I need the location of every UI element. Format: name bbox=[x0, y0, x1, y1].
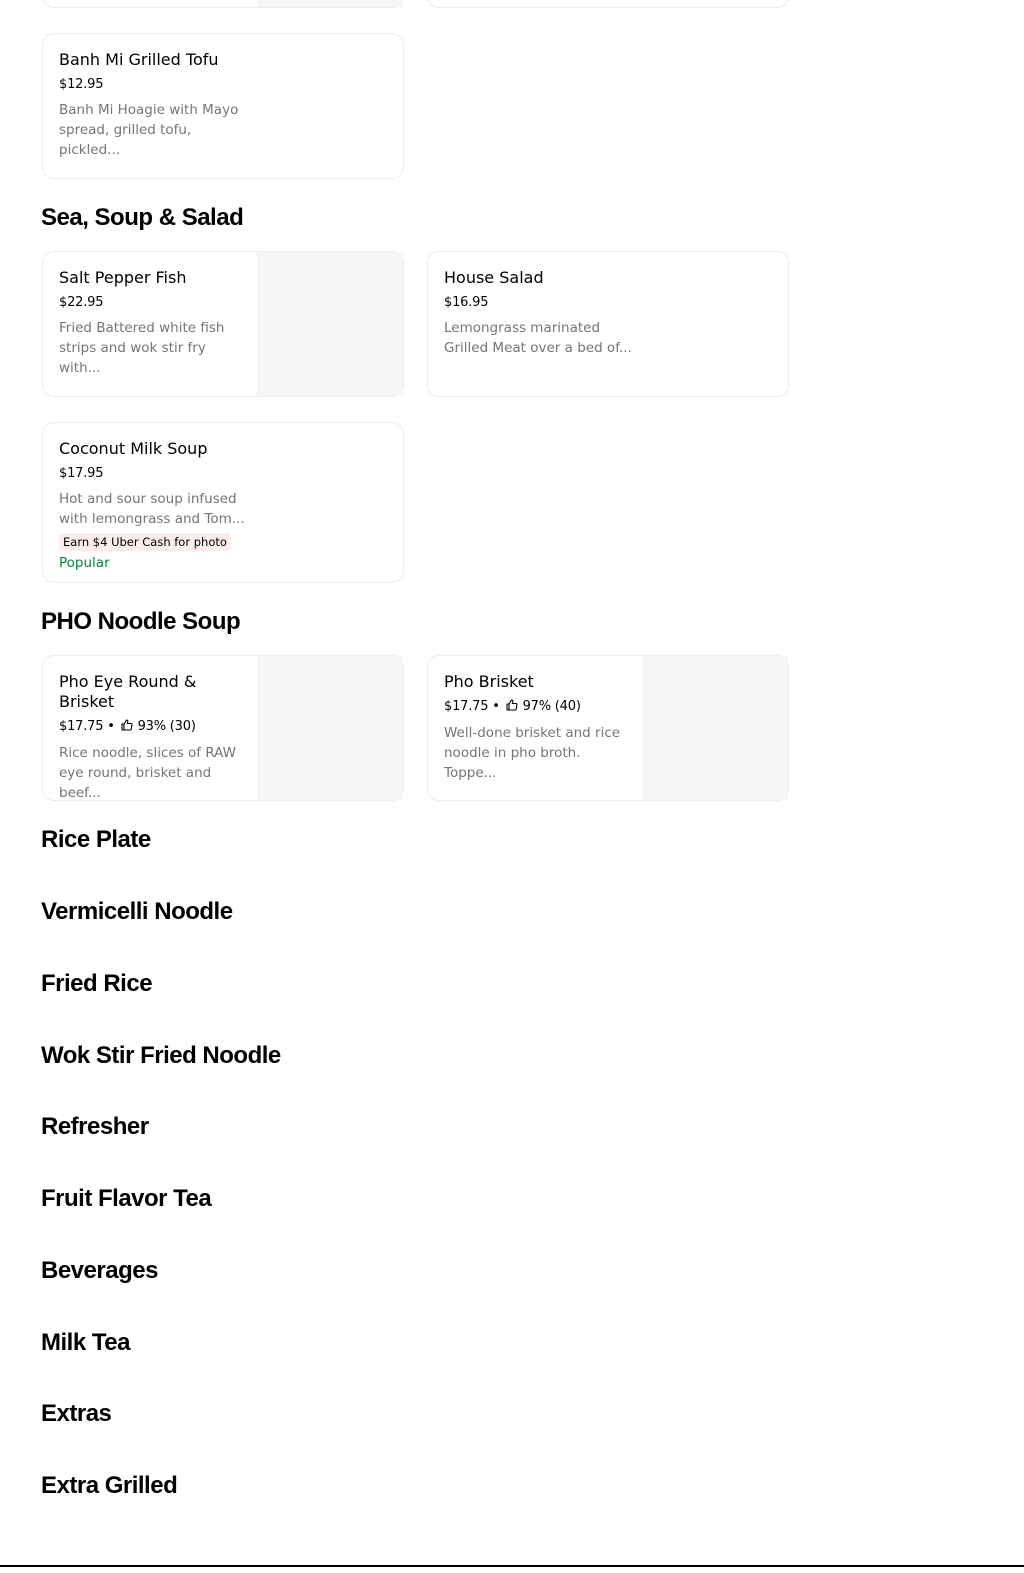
item-price-rating bbox=[444, 698, 644, 717]
separator: • bbox=[107, 719, 115, 734]
item-name: Salt Pepper Fish bbox=[59, 268, 187, 287]
item-price: $22.95 bbox=[59, 295, 104, 310]
item-rating: 97% (40) bbox=[522, 699, 581, 714]
separator: • bbox=[492, 699, 500, 714]
item-image bbox=[257, 252, 403, 396]
section-title-pho-noodle-soup: PHO Noodle Soup bbox=[41, 608, 241, 635]
item-price: $12.95 bbox=[59, 77, 104, 92]
item-price: $16.95 bbox=[444, 295, 489, 310]
menu-item-banh-mi-grilled-tofu[interactable] bbox=[42, 33, 404, 179]
item-image bbox=[257, 0, 403, 7]
section-title-fruit-flavor-tea: Fruit Flavor Tea bbox=[41, 1185, 212, 1212]
menu-item-card-partial[interactable] bbox=[42, 0, 404, 8]
thumbs-up-icon bbox=[506, 699, 518, 717]
item-name: Pho Eye Round & Brisket bbox=[59, 672, 197, 711]
item-image bbox=[257, 656, 403, 800]
menu-item-card-partial[interactable] bbox=[427, 0, 789, 8]
item-description: Banh Mi Hoagie with Mayo spread, grilled tofu, pickled... bbox=[59, 102, 239, 158]
section-title-vermicelli-noodle: Vermicelli Noodle bbox=[41, 898, 233, 925]
item-price: $17.95 bbox=[59, 466, 104, 481]
item-name: Banh Mi Grilled Tofu bbox=[59, 50, 219, 69]
item-image bbox=[642, 656, 788, 800]
thumbs-up-icon bbox=[121, 719, 133, 737]
uber-cash-badge: Earn $4 Uber Cash for photo bbox=[59, 533, 231, 551]
item-name: Coconut Milk Soup bbox=[59, 439, 208, 458]
item-price: $17.75 bbox=[59, 719, 104, 734]
section-title-wok-stir-fried-noodle: Wok Stir Fried Noodle bbox=[41, 1042, 281, 1069]
section-title-extra-grilled: Extra Grilled bbox=[41, 1472, 178, 1499]
item-description: Hot and sour soup infused with lemongrass and Tom... bbox=[59, 491, 245, 527]
section-title-sea-soup-salad: Sea, Soup & Salad bbox=[41, 204, 244, 231]
item-price-rating bbox=[59, 718, 244, 737]
page-divider bbox=[0, 1565, 1024, 1567]
item-price: $17.75 bbox=[444, 699, 489, 714]
section-title-milk-tea: Milk Tea bbox=[41, 1329, 130, 1356]
menu-item-pho-eye-round-brisket[interactable] bbox=[42, 655, 404, 801]
item-name: House Salad bbox=[444, 268, 544, 287]
menu-item-house-salad[interactable] bbox=[427, 251, 789, 397]
menu-item-coconut-milk-soup[interactable] bbox=[42, 422, 404, 583]
item-description: Well-done brisket and rice noodle in pho broth. Toppe... bbox=[444, 725, 621, 781]
menu-item-pho-brisket[interactable] bbox=[427, 655, 789, 801]
section-title-extras: Extras bbox=[41, 1400, 112, 1427]
section-title-rice-plate: Rice Plate bbox=[41, 826, 151, 853]
section-title-refresher: Refresher bbox=[41, 1113, 149, 1140]
popular-tag: Popular bbox=[59, 555, 110, 571]
item-description: Rice noodle, slices of RAW eye round, brisket and beef... bbox=[59, 745, 237, 801]
item-rating: 93% (30) bbox=[137, 719, 196, 734]
item-name: Pho Brisket bbox=[444, 672, 534, 691]
item-description: Lemongrass marinated Grilled Meat over a bed of... bbox=[444, 320, 632, 356]
section-title-fried-rice: Fried Rice bbox=[41, 970, 153, 997]
item-description: Fried Battered white fish strips and wok stir fry with... bbox=[59, 320, 225, 376]
section-title-beverages: Beverages bbox=[41, 1257, 158, 1284]
menu-item-salt-pepper-fish[interactable] bbox=[42, 251, 404, 397]
